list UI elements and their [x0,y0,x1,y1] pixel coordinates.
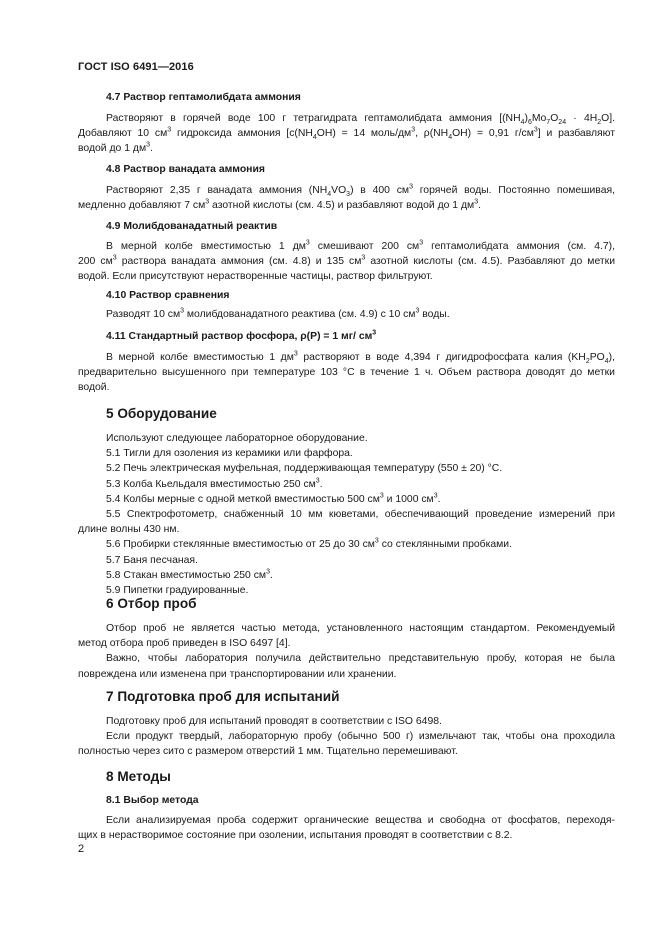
section-8-1-title: 8.1 Выбор метода [106,795,199,806]
list-item: 5.8 Стакан вместимостью 250 $см^3$. [106,568,273,581]
paragraph-line: Отбор проб не является частью метода, установленного настоящим стандартом. Рекомендуемый [106,623,615,634]
list-item: 5.6 Пробирки стеклянные вместимостью от 25 до 30 $см^3$ со стеклянными пробками. [106,537,512,551]
paragraph-line: 200 $см^3$ раствора ванадата аммония (см. 4.8) и 135 $см^3$ азотной кислоты (см. 4.5). Разбавляют до метки [78,254,615,268]
paragraph-line: В мерной колбе вместимостью 1 $дм^3$ смешивают 200 $см^3$ гептамолибдата аммония (см. 4.7), [106,239,615,252]
paragraph-line: Добавляют 10 $см^3$ гидроксида аммония [$c(NH_4OH) = 14$ моль/$дм^3$, $\rho(NH_4OH) = 0,91$ $г/см^3$] и разбавляют [78,126,616,142]
paragraph-line: водой. Если присутствуют нерастворенные частицы, раствор фильтруют. [78,271,433,283]
paragraph-line: метод отбора проб приведен в ISO 6497 [4]. [78,638,291,650]
section-4-11-body [78,350,615,396]
section-4-9-body [78,239,615,285]
paragraph-line: повреждена или изменена при транспортировании или хранении. [78,668,397,680]
section-4-7-body [78,111,615,157]
list-item-continuation: длине волны 430 нм. [78,524,180,536]
section-4-10-title: 4.10 Раствор сравнения [106,290,230,301]
list-item: 5.1 Тигли для озоления из керамики или фарфора. [106,448,353,460]
page-number: 2 [78,843,85,855]
paragraph-line: Разводят 10 $см^3$ молибдованадатного реактива (см. 4.9) с 10 $см^3$ воды. [106,307,450,320]
section-7-title: 7 Подготовка проб для испытаний [106,689,340,704]
paragraph-line: предварительно высушенного при температуре 103 °С в течение 1 ч. Объем раствора доводят до метки [78,367,615,379]
section-8-1-body [78,813,615,843]
paragraph-line: В мерной колбе вместимостью 1 $дм^3$ растворяют в воде 4,394 г дигидрофосфата калия $(KH_2PO_4)$, [106,350,615,366]
paragraph-line: щих в нерастворимое состояние при озолении, испытания проводят в соответствии с 8.2. [78,830,513,842]
paragraph-line: Если продукт твердый, лабораторную пробу (обычно 500 г) измельчают так, чтобы она проходила [106,731,615,743]
standard-header: ГОСТ ISO 6491—2016 [78,61,194,73]
paragraph-line: Растворяют в горячей воде 100 г тетрагидрата гептамолибдата аммония $[(NH_4)_6Mo_7O_{24} \cdot 4H_2O]$. [106,113,615,127]
list-item: 5.3 Колба Кьельдаля вместимостью 250 $см^3$. [106,477,323,490]
list-item: 5.4 Колбы мерные с одной меткой вместимостью 500 $см^3$ и 1000 $см^3$. [106,492,441,505]
section-4-7-title: 4.7 Раствор гептамолибдата аммония [106,92,301,103]
paragraph-line: Важно, чтобы лаборатория получила действительно представительную пробу, которая не была [106,653,615,665]
section-6-title: 6 Отбор проб [106,596,197,611]
section-4-9-title: 4.9 Молибдованадатный реактив [106,221,278,232]
paragraph-line: полностью через сито с размером отверстий 1 мм. Тщательно перемешивают. [78,746,458,758]
section-6-body [78,621,615,682]
list-item: 5.5 Спектрофотометр, снабженный 10 мм кюветами, обеспечивающий проведение измерений при [106,509,615,521]
section-5-body [78,431,615,598]
paragraph-line: водой до 1 $дм^3$. [78,141,153,155]
list-item: 5.2 Печь электрическая муфельная, поддерживающая температуру (550 ± 20) °C. [106,463,503,475]
section-4-10-body [78,307,615,322]
paragraph-line: Растворяют 2,35 г ванадата аммония $(NH_4VO_3)$ в 400 $см^3$ горячей воды. Постоянно помешивая, [106,183,615,199]
paragraph-line: Если анализируемая проба содержит органические вещества и свободна от фосфатов, переходя- [106,815,615,826]
section-4-8-title: 4.8 Раствор ванадата аммония [106,164,265,175]
paragraph-line: водой. [78,382,110,394]
paragraph-line: Подготовку проб для испытаний проводят в соответствии с ISO 6498. [106,716,442,727]
section-5-title: 5 Оборудование [106,406,217,421]
list-item: 5.9 Пипетки градуированные. [106,585,249,597]
paragraph-line: медленно добавляют 7 $см^3$ азотной кислоты (см. 4.5) и разбавляют водой до 1 $дм^3$. [78,198,481,212]
list-item: 5.7 Баня песчаная. [106,554,198,566]
list-intro: Используют следующее лабораторное оборудование. [106,433,368,444]
section-4-11-title: 4.11 Стандартный раствор фосфора, ρ(P) = 1 мг/ $см^3$ [106,329,377,342]
section-8-title: 8 Методы [106,769,171,784]
section-7-body [78,714,615,760]
section-4-8-body [78,183,615,213]
